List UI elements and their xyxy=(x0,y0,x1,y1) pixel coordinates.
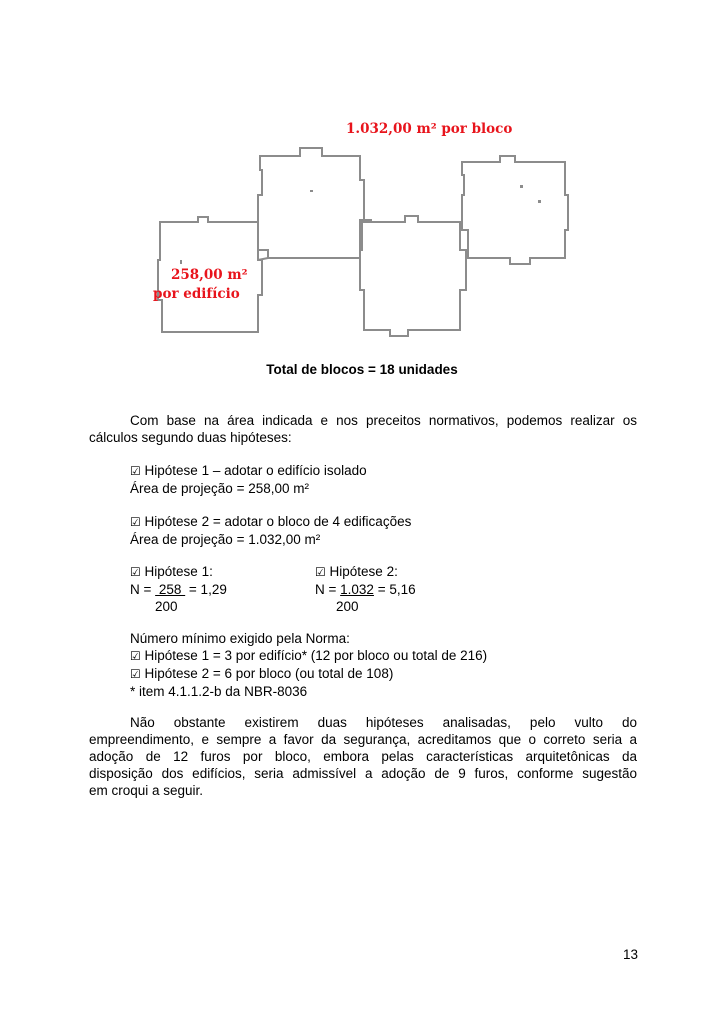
calc-result: = 1,29 xyxy=(185,582,227,597)
calc-numerator: 1.032 xyxy=(340,582,374,597)
checkbox-icon: ☑ xyxy=(130,565,141,579)
block-area-label: 1.032,00 m² por bloco xyxy=(346,121,513,137)
calc-result: = 5,16 xyxy=(373,582,416,597)
norm-footnote: * item 4.1.1.2-b da NBR-8036 xyxy=(130,684,308,699)
floor-plan-sketch xyxy=(150,140,580,340)
norm-item: Hipótese 2 = 6 por bloco (ou total de 108) xyxy=(144,666,394,681)
hypothesis-title: Hipótese 1 – adotar o edifício isolado xyxy=(144,463,367,478)
hypothesis-area: Área de projeção = 1.032,00 m² xyxy=(130,532,321,547)
building-outline-2 xyxy=(258,148,364,258)
calc-prefix: N = xyxy=(130,582,156,597)
building-outline-3 xyxy=(360,216,466,336)
calc-hypothesis-1 xyxy=(130,563,227,615)
checkbox-icon: ☑ xyxy=(130,464,141,478)
figure-caption: Total de blocos = 18 unidades xyxy=(266,362,458,377)
calc-title: Hipótese 1: xyxy=(144,564,213,579)
checkbox-icon: ☑ xyxy=(315,565,326,579)
intro-paragraph: Com base na área indicada e nos preceitos normativos, podemos realizar os cálculos segundo duas hipóteses: xyxy=(89,413,637,445)
page-number: 13 xyxy=(622,947,638,962)
calc-hypothesis-2 xyxy=(315,563,416,615)
hypothesis-title: Hipótese 2 = adotar o bloco de 4 edificações xyxy=(144,514,412,529)
norm-item: Hipótese 1 = 3 por edifício* (12 por bloco ou total de 216) xyxy=(144,648,488,663)
calc-denominator: 200 xyxy=(336,599,359,614)
norm-heading: Número mínimo exigido pela Norma: xyxy=(130,631,350,646)
calc-denominator: 200 xyxy=(155,599,178,614)
closing-paragraph-line: adoção de 12 furos por bloco, embora pelas características arquitetônicas da xyxy=(89,749,637,764)
norm-section xyxy=(130,630,487,700)
checkbox-icon: ☑ xyxy=(130,515,141,529)
closing-paragraph-line: em croqui a seguir. xyxy=(89,783,204,798)
calc-numerator: 258 xyxy=(155,582,186,597)
calc-title: Hipótese 2: xyxy=(329,564,398,579)
hypothesis-2 xyxy=(130,513,411,548)
closing-paragraph-line: Não obstante existirem duas hipóteses analisadas, pelo vulto do xyxy=(130,715,637,730)
checkbox-icon: ☑ xyxy=(130,667,141,681)
closing-paragraph xyxy=(89,714,637,799)
closing-paragraph-line: disposição dos edifícios, seria admissível a adoção de 9 furos, conforme sugestão xyxy=(89,766,637,781)
building-area-label-line1: 258,00 m² xyxy=(171,267,248,283)
building-outline-4 xyxy=(462,156,568,264)
hypothesis-area: Área de projeção = 258,00 m² xyxy=(130,481,309,496)
calc-prefix: N = xyxy=(315,582,341,597)
checkbox-icon: ☑ xyxy=(130,649,141,663)
closing-paragraph-line: empreendimento, e sempre a favor da segurança, acreditamos que o correto seria a xyxy=(89,732,637,747)
hypothesis-1 xyxy=(130,462,367,497)
building-area-label-line2: por edifício xyxy=(153,286,240,302)
